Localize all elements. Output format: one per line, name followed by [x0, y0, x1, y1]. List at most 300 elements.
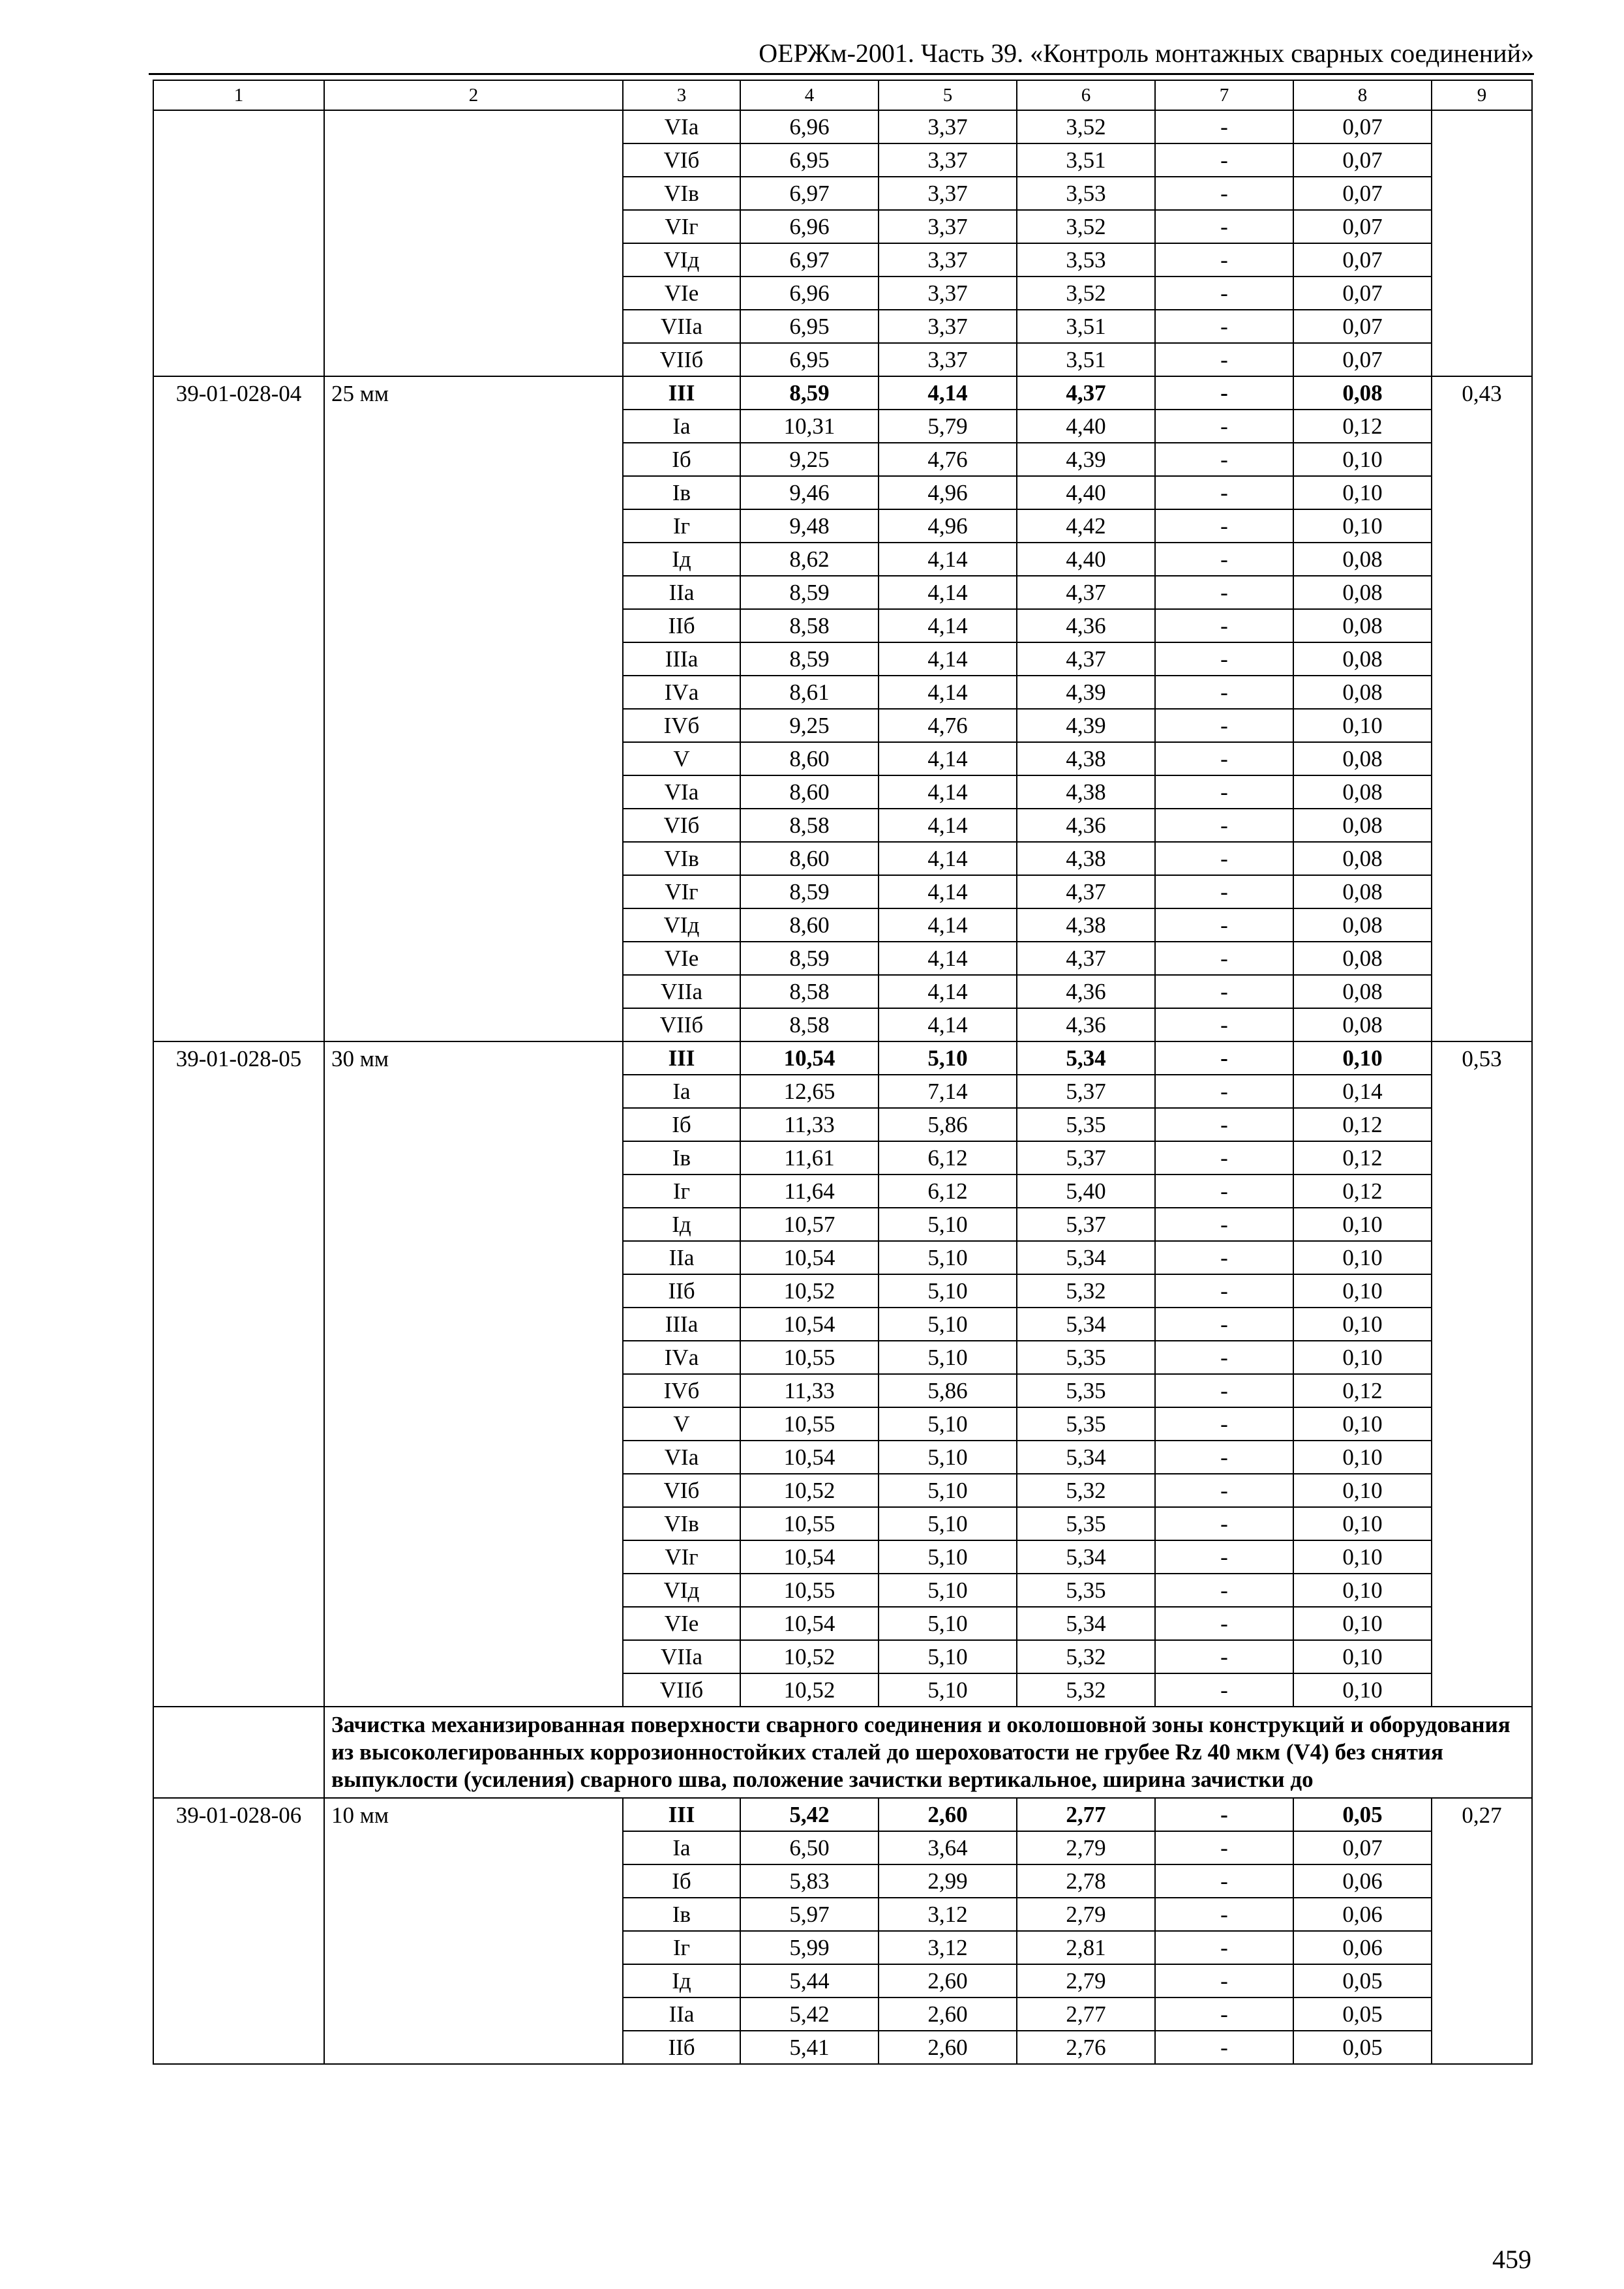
value-col8: 0,08 — [1293, 742, 1432, 775]
rate-size — [324, 110, 623, 376]
value-col5: 5,10 — [879, 1441, 1017, 1474]
value-col6: 4,39 — [1017, 709, 1155, 742]
value-col6: 5,37 — [1017, 1208, 1155, 1241]
value-col4: 10,55 — [740, 1574, 879, 1607]
zone-code: VIд — [623, 1574, 740, 1607]
value-col4: 9,25 — [740, 443, 879, 476]
zone-code: IIIа — [623, 1308, 740, 1341]
value-col5: 5,86 — [879, 1108, 1017, 1141]
value-col5: 4,14 — [879, 609, 1017, 642]
value-col8: 0,08 — [1293, 376, 1432, 410]
value-col8: 0,10 — [1293, 1574, 1432, 1607]
zone-code: VIб — [623, 143, 740, 177]
value-col8: 0,10 — [1293, 1208, 1432, 1241]
value-col5: 5,10 — [879, 1208, 1017, 1241]
column-number: 7 — [1155, 80, 1293, 110]
value-col7: - — [1155, 975, 1293, 1008]
value-col4: 5,44 — [740, 1964, 879, 1997]
value-col4: 10,54 — [740, 1540, 879, 1574]
value-col5: 4,14 — [879, 942, 1017, 975]
rate-code — [153, 110, 324, 376]
value-col7: - — [1155, 1474, 1293, 1507]
value-col7: - — [1155, 543, 1293, 576]
value-col5: 5,10 — [879, 1407, 1017, 1441]
zone-code: III — [623, 376, 740, 410]
value-col6: 4,36 — [1017, 809, 1155, 842]
column-number-row — [153, 80, 1532, 110]
value-col4: 8,59 — [740, 642, 879, 676]
value-col7: - — [1155, 1108, 1293, 1141]
value-col7: - — [1155, 376, 1293, 410]
zone-code: Iа — [623, 1831, 740, 1864]
value-col4: 9,46 — [740, 476, 879, 509]
value-col4: 11,61 — [740, 1141, 879, 1174]
zone-code: VIIб — [623, 1673, 740, 1707]
value-col7: - — [1155, 1864, 1293, 1898]
value-col8: 0,08 — [1293, 642, 1432, 676]
value-col4: 8,60 — [740, 908, 879, 942]
zone-code: VIа — [623, 775, 740, 809]
value-col7: - — [1155, 1241, 1293, 1274]
value-col6: 5,35 — [1017, 1574, 1155, 1607]
value-col5: 4,96 — [879, 476, 1017, 509]
zone-code: VIг — [623, 875, 740, 908]
value-col5: 4,14 — [879, 842, 1017, 875]
column-number: 5 — [879, 80, 1017, 110]
value-col4: 8,59 — [740, 576, 879, 609]
value-col8: 0,06 — [1293, 1864, 1432, 1898]
table-row — [153, 1798, 1532, 1831]
value-col5: 7,14 — [879, 1075, 1017, 1108]
value-col6: 5,34 — [1017, 1041, 1155, 1075]
value-col4: 8,58 — [740, 1008, 879, 1041]
value-col8: 0,08 — [1293, 975, 1432, 1008]
value-col7: - — [1155, 775, 1293, 809]
value-col5: 4,14 — [879, 742, 1017, 775]
value-col4: 6,50 — [740, 1831, 879, 1864]
value-col7: - — [1155, 1141, 1293, 1174]
value-col4: 10,52 — [740, 1673, 879, 1707]
value-col6: 4,39 — [1017, 443, 1155, 476]
zone-code: VIд — [623, 243, 740, 277]
value-col6: 3,51 — [1017, 343, 1155, 376]
value-col7: - — [1155, 676, 1293, 709]
value-col7: - — [1155, 709, 1293, 742]
value-col7: - — [1155, 277, 1293, 310]
value-col8: 0,07 — [1293, 277, 1432, 310]
value-col5: 4,14 — [879, 908, 1017, 942]
value-col7: - — [1155, 809, 1293, 842]
section-title: Зачистка механизированная поверхности сварного соединения и околошовной зоны конструкций и оборудования из высоколегированных коррозионностойких сталей до шероховатости не грубее Rz 40 мкм (V4) без снятия выпуклости (усиления) сварного шва, положение зачистки вертикальное, ширина зачистки до — [324, 1707, 1532, 1798]
value-col7: - — [1155, 1831, 1293, 1864]
zone-code: VIв — [623, 1507, 740, 1540]
value-col8: 0,10 — [1293, 1341, 1432, 1374]
zone-code: VIб — [623, 809, 740, 842]
value-col7: - — [1155, 1997, 1293, 2031]
value-col7: - — [1155, 842, 1293, 875]
zone-code: Iд — [623, 543, 740, 576]
value-col5: 3,37 — [879, 310, 1017, 343]
value-col8: 0,08 — [1293, 543, 1432, 576]
value-col8: 0,08 — [1293, 576, 1432, 609]
value-col6: 2,81 — [1017, 1931, 1155, 1964]
value-col8: 0,08 — [1293, 676, 1432, 709]
value-col8: 0,07 — [1293, 177, 1432, 210]
section-row — [153, 1707, 1532, 1798]
value-col4: 6,96 — [740, 110, 879, 143]
value-col8: 0,08 — [1293, 1008, 1432, 1041]
value-col8: 0,07 — [1293, 110, 1432, 143]
rate-total: 0,27 — [1432, 1798, 1532, 2064]
zone-code: Iа — [623, 1075, 740, 1108]
value-col7: - — [1155, 576, 1293, 609]
zone-code: VIа — [623, 110, 740, 143]
zone-code: IVб — [623, 1374, 740, 1407]
value-col7: - — [1155, 1041, 1293, 1075]
value-col4: 5,97 — [740, 1898, 879, 1931]
zone-code: VIг — [623, 1540, 740, 1574]
value-col8: 0,07 — [1293, 1831, 1432, 1864]
value-col7: - — [1155, 1308, 1293, 1341]
value-col4: 8,59 — [740, 875, 879, 908]
zone-code: IIIа — [623, 642, 740, 676]
value-col5: 3,12 — [879, 1931, 1017, 1964]
value-col4: 8,62 — [740, 543, 879, 576]
zone-code: IIб — [623, 609, 740, 642]
value-col7: - — [1155, 1274, 1293, 1308]
value-col5: 4,76 — [879, 709, 1017, 742]
value-col4: 6,96 — [740, 210, 879, 243]
value-col5: 4,14 — [879, 576, 1017, 609]
value-col5: 3,12 — [879, 1898, 1017, 1931]
zone-code: VIIа — [623, 975, 740, 1008]
value-col4: 10,55 — [740, 1407, 879, 1441]
value-col8: 0,10 — [1293, 1640, 1432, 1673]
zone-code: Iб — [623, 443, 740, 476]
value-col8: 0,10 — [1293, 509, 1432, 543]
running-header: ОЕРЖм-2001. Часть 39. «Контроль монтажных сварных соединений» — [759, 38, 1534, 68]
value-col4: 8,58 — [740, 609, 879, 642]
zone-code: VIе — [623, 1607, 740, 1640]
value-col6: 2,79 — [1017, 1898, 1155, 1931]
column-number: 1 — [153, 80, 324, 110]
zone-code: VIIа — [623, 1640, 740, 1673]
zone-code: VIIб — [623, 1008, 740, 1041]
value-col5: 3,37 — [879, 110, 1017, 143]
value-col6: 3,52 — [1017, 210, 1155, 243]
value-col8: 0,07 — [1293, 343, 1432, 376]
value-col5: 3,37 — [879, 177, 1017, 210]
value-col6: 4,37 — [1017, 942, 1155, 975]
zone-code: IIа — [623, 576, 740, 609]
value-col8: 0,08 — [1293, 842, 1432, 875]
rate-size: 30 мм — [324, 1041, 623, 1707]
value-col8: 0,07 — [1293, 210, 1432, 243]
zone-code: VIв — [623, 177, 740, 210]
rate-size: 25 мм — [324, 376, 623, 1041]
zone-code: VIв — [623, 842, 740, 875]
value-col7: - — [1155, 1507, 1293, 1540]
value-col5: 2,99 — [879, 1864, 1017, 1898]
value-col5: 5,10 — [879, 1607, 1017, 1640]
value-col8: 0,08 — [1293, 875, 1432, 908]
value-col8: 0,10 — [1293, 1607, 1432, 1640]
zone-code: V — [623, 1407, 740, 1441]
zone-code: IVа — [623, 676, 740, 709]
value-col7: - — [1155, 2031, 1293, 2064]
value-col4: 5,41 — [740, 2031, 879, 2064]
column-number: 9 — [1432, 80, 1532, 110]
zone-code: VIIа — [623, 310, 740, 343]
value-col7: - — [1155, 1374, 1293, 1407]
rates-table — [153, 80, 1533, 2065]
value-col8: 0,05 — [1293, 1997, 1432, 2031]
zone-code: IIа — [623, 1997, 740, 2031]
value-col6: 5,35 — [1017, 1407, 1155, 1441]
value-col5: 3,37 — [879, 343, 1017, 376]
header-rule — [149, 73, 1534, 75]
value-col7: - — [1155, 1640, 1293, 1673]
zone-code: III — [623, 1798, 740, 1831]
value-col7: - — [1155, 343, 1293, 376]
value-col6: 2,79 — [1017, 1964, 1155, 1997]
value-col4: 6,95 — [740, 143, 879, 177]
zone-code: VIб — [623, 1474, 740, 1507]
value-col8: 0,10 — [1293, 443, 1432, 476]
value-col6: 3,52 — [1017, 277, 1155, 310]
value-col8: 0,10 — [1293, 1274, 1432, 1308]
section-blank-cell — [153, 1707, 324, 1798]
value-col8: 0,08 — [1293, 775, 1432, 809]
value-col8: 0,10 — [1293, 709, 1432, 742]
rate-code: 39-01-028-04 — [153, 376, 324, 1041]
zone-code: Iб — [623, 1108, 740, 1141]
value-col5: 2,60 — [879, 2031, 1017, 2064]
value-col6: 4,37 — [1017, 576, 1155, 609]
value-col5: 3,37 — [879, 210, 1017, 243]
value-col5: 3,37 — [879, 243, 1017, 277]
value-col7: - — [1155, 177, 1293, 210]
value-col5: 3,64 — [879, 1831, 1017, 1864]
value-col6: 4,36 — [1017, 975, 1155, 1008]
zone-code: Iд — [623, 1208, 740, 1241]
value-col5: 5,10 — [879, 1041, 1017, 1075]
value-col8: 0,05 — [1293, 2031, 1432, 2064]
zone-code: IVа — [623, 1341, 740, 1374]
value-col7: - — [1155, 742, 1293, 775]
value-col7: - — [1155, 1607, 1293, 1640]
value-col4: 8,59 — [740, 942, 879, 975]
value-col5: 5,10 — [879, 1507, 1017, 1540]
zone-code: VIг — [623, 210, 740, 243]
value-col4: 10,54 — [740, 1441, 879, 1474]
value-col7: - — [1155, 1208, 1293, 1241]
value-col8: 0,10 — [1293, 1407, 1432, 1441]
value-col4: 6,95 — [740, 343, 879, 376]
value-col5: 4,14 — [879, 543, 1017, 576]
value-col8: 0,08 — [1293, 908, 1432, 942]
value-col6: 4,38 — [1017, 908, 1155, 942]
value-col4: 6,95 — [740, 310, 879, 343]
value-col6: 5,32 — [1017, 1274, 1155, 1308]
value-col4: 10,31 — [740, 410, 879, 443]
value-col6: 2,79 — [1017, 1831, 1155, 1864]
value-col5: 4,14 — [879, 642, 1017, 676]
value-col8: 0,10 — [1293, 1041, 1432, 1075]
value-col6: 5,34 — [1017, 1607, 1155, 1640]
table-row — [153, 1041, 1532, 1075]
value-col8: 0,10 — [1293, 1540, 1432, 1574]
value-col8: 0,08 — [1293, 809, 1432, 842]
value-col4: 8,60 — [740, 742, 879, 775]
value-col7: - — [1155, 1898, 1293, 1931]
zone-code: V — [623, 742, 740, 775]
value-col5: 5,10 — [879, 1308, 1017, 1341]
value-col8: 0,12 — [1293, 410, 1432, 443]
value-col7: - — [1155, 1341, 1293, 1374]
value-col8: 0,05 — [1293, 1964, 1432, 1997]
value-col7: - — [1155, 908, 1293, 942]
value-col5: 4,14 — [879, 775, 1017, 809]
value-col4: 11,64 — [740, 1174, 879, 1208]
zone-code: Iв — [623, 476, 740, 509]
value-col7: - — [1155, 1075, 1293, 1108]
zone-code: Iг — [623, 509, 740, 543]
value-col8: 0,06 — [1293, 1898, 1432, 1931]
value-col6: 3,53 — [1017, 177, 1155, 210]
value-col6: 4,40 — [1017, 410, 1155, 443]
value-col8: 0,14 — [1293, 1075, 1432, 1108]
value-col4: 10,54 — [740, 1041, 879, 1075]
value-col4: 10,55 — [740, 1507, 879, 1540]
value-col6: 4,38 — [1017, 775, 1155, 809]
value-col4: 8,58 — [740, 809, 879, 842]
value-col4: 10,52 — [740, 1474, 879, 1507]
value-col5: 6,12 — [879, 1141, 1017, 1174]
value-col6: 5,40 — [1017, 1174, 1155, 1208]
value-col7: - — [1155, 310, 1293, 343]
value-col4: 5,42 — [740, 1798, 879, 1831]
rate-total: 0,53 — [1432, 1041, 1532, 1707]
value-col7: - — [1155, 410, 1293, 443]
rate-code: 39-01-028-05 — [153, 1041, 324, 1707]
table-row — [153, 376, 1532, 410]
value-col4: 6,96 — [740, 277, 879, 310]
value-col8: 0,10 — [1293, 476, 1432, 509]
value-col6: 5,35 — [1017, 1507, 1155, 1540]
value-col6: 5,35 — [1017, 1341, 1155, 1374]
value-col4: 9,25 — [740, 709, 879, 742]
value-col7: - — [1155, 609, 1293, 642]
value-col7: - — [1155, 1441, 1293, 1474]
zone-code: VIе — [623, 277, 740, 310]
zone-code: III — [623, 1041, 740, 1075]
zone-code: Iв — [623, 1141, 740, 1174]
value-col5: 4,96 — [879, 509, 1017, 543]
value-col5: 4,14 — [879, 809, 1017, 842]
value-col8: 0,07 — [1293, 243, 1432, 277]
value-col8: 0,12 — [1293, 1141, 1432, 1174]
value-col7: - — [1155, 642, 1293, 676]
rate-code: 39-01-028-06 — [153, 1798, 324, 2064]
value-col4: 10,57 — [740, 1208, 879, 1241]
value-col6: 4,37 — [1017, 642, 1155, 676]
value-col7: - — [1155, 110, 1293, 143]
value-col5: 5,10 — [879, 1241, 1017, 1274]
value-col4: 5,99 — [740, 1931, 879, 1964]
value-col5: 5,10 — [879, 1341, 1017, 1374]
value-col7: - — [1155, 1574, 1293, 1607]
value-col7: - — [1155, 1407, 1293, 1441]
value-col6: 4,38 — [1017, 742, 1155, 775]
value-col5: 2,60 — [879, 1798, 1017, 1831]
value-col4: 10,52 — [740, 1640, 879, 1673]
value-col7: - — [1155, 443, 1293, 476]
value-col8: 0,05 — [1293, 1798, 1432, 1831]
value-col4: 5,83 — [740, 1864, 879, 1898]
value-col6: 5,32 — [1017, 1474, 1155, 1507]
value-col7: - — [1155, 143, 1293, 177]
zone-code: IVб — [623, 709, 740, 742]
value-col8: 0,10 — [1293, 1507, 1432, 1540]
value-col4: 10,54 — [740, 1241, 879, 1274]
value-col4: 8,60 — [740, 842, 879, 875]
value-col6: 4,36 — [1017, 1008, 1155, 1041]
value-col8: 0,10 — [1293, 1673, 1432, 1707]
value-col6: 5,32 — [1017, 1673, 1155, 1707]
table-body — [153, 80, 1532, 2064]
value-col7: - — [1155, 1964, 1293, 1997]
zone-code: Iг — [623, 1931, 740, 1964]
value-col4: 12,65 — [740, 1075, 879, 1108]
value-col7: - — [1155, 1174, 1293, 1208]
value-col6: 4,40 — [1017, 476, 1155, 509]
value-col7: - — [1155, 210, 1293, 243]
value-col4: 10,54 — [740, 1607, 879, 1640]
value-col6: 4,37 — [1017, 376, 1155, 410]
value-col5: 4,76 — [879, 443, 1017, 476]
value-col7: - — [1155, 476, 1293, 509]
value-col5: 4,14 — [879, 1008, 1017, 1041]
value-col6: 2,77 — [1017, 1997, 1155, 2031]
value-col7: - — [1155, 1798, 1293, 1831]
column-number: 6 — [1017, 80, 1155, 110]
value-col8: 0,08 — [1293, 609, 1432, 642]
value-col5: 5,10 — [879, 1640, 1017, 1673]
zone-code: IIа — [623, 1241, 740, 1274]
page-number: 459 — [1492, 2245, 1531, 2274]
value-col6: 3,51 — [1017, 310, 1155, 343]
value-col6: 5,34 — [1017, 1441, 1155, 1474]
value-col6: 5,32 — [1017, 1640, 1155, 1673]
value-col6: 5,34 — [1017, 1540, 1155, 1574]
value-col4: 10,54 — [740, 1308, 879, 1341]
value-col4: 8,58 — [740, 975, 879, 1008]
value-col7: - — [1155, 1931, 1293, 1964]
zone-code: Iа — [623, 410, 740, 443]
value-col6: 4,37 — [1017, 875, 1155, 908]
zone-code: Iб — [623, 1864, 740, 1898]
value-col5: 5,10 — [879, 1474, 1017, 1507]
value-col6: 4,40 — [1017, 543, 1155, 576]
value-col8: 0,06 — [1293, 1931, 1432, 1964]
table-row — [153, 110, 1532, 143]
value-col5: 2,60 — [879, 1964, 1017, 1997]
value-col6: 4,38 — [1017, 842, 1155, 875]
column-number: 4 — [740, 80, 879, 110]
value-col7: - — [1155, 243, 1293, 277]
rate-total: 0,43 — [1432, 376, 1532, 1041]
